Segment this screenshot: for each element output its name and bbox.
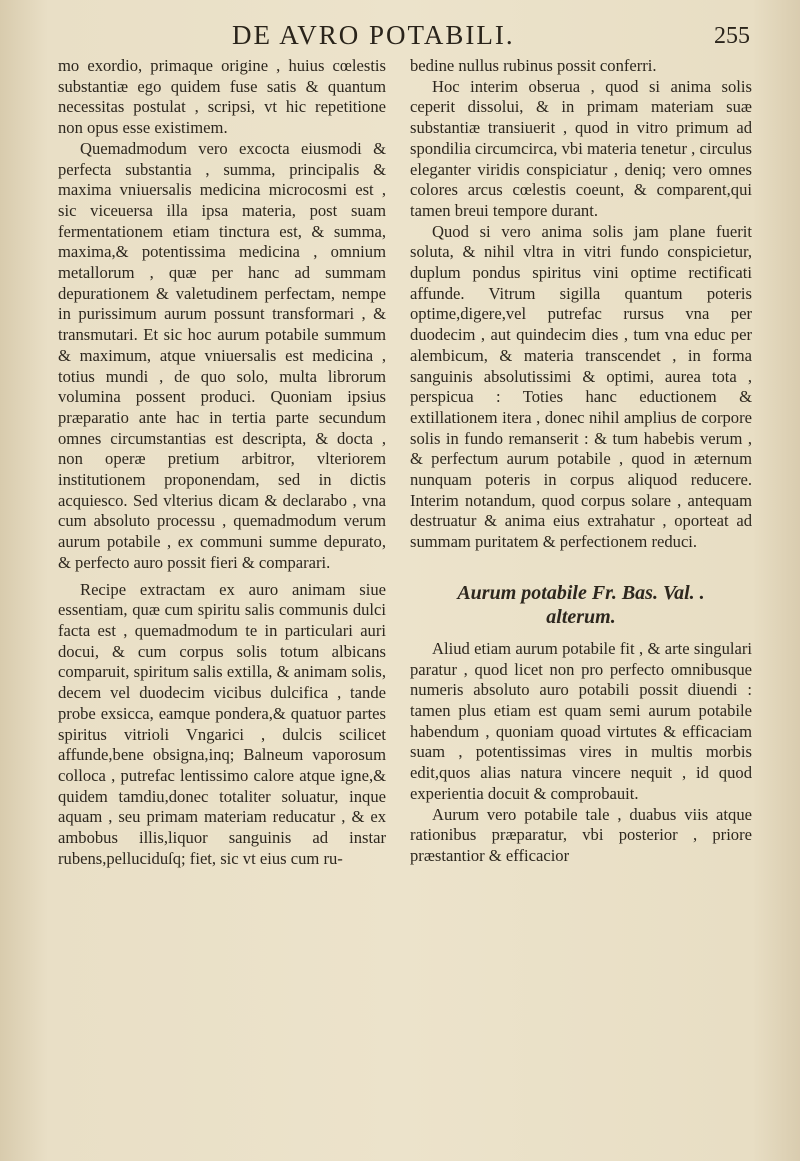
left-column <box>58 56 386 869</box>
section-heading-subline: alterum. <box>546 605 616 628</box>
paragraph: Hoc interim obserua , quod si anima solis ceperit dissolui, & in primam materiam suæ substantiæ transiuerit , quod in vitro primum ad spondilia circumcirca, vbi materia tenetur , circulus eleganter viridis conspiciatur , deniq; vero omnes colores arcus cœlestis coeunt, & comparent,qui tamen breui tempore durant. <box>410 76 752 220</box>
paragraph: Quod si vero anima solis jam plane fuerit soluta, & nihil vltra in vitri fundo conspicietur, duplum pondus spiritus vini optime rectificati affunde. Vitrum sigilla quantum poteris optime,digere,vel putrefac rursus vna per duodecim , aut quindecim dies , tum vna educ per alembicum, & materia transcendet , in forma sanguinis absolutissimi & optimi, aurea tota , perspicua : Toties hanc eductionem & extillationem itera , donec nihil amplius de corpore solis in fundo remanserit : & tum habebis verum , & perfectum aurum potabile , quod in æternum nunquam poteris in corpus aliquod reducere. Interim notandum, quod corpus solare , antequam destruatur & anima eius extrahatur , oporteat ad summam puritatem & perfectionem reduci. <box>410 221 752 552</box>
section-heading <box>410 581 752 629</box>
right-column <box>410 56 752 867</box>
paragraph: Recipe extractam ex auro animam siue essentiam, quæ cum spiritu salis communis dulci facta est , quemadmodum te in particulari auri docui, & cum corpus solis totum albicans comparuit, spiritum salis extilla, & animam solis, decem vel duodecim vicibus dulcifica , tande probe exsicca, eamque pondera,& quatuor partes spiritus vitrioli Vngarici , dulcis scilicet affunde,bene obsigna,inq; Balneum vaporosum colloca , putrefac lentissimo calore atque igne,& quidem tamdiu,donec totaliter soluatur, inque aquam , seu primam materiam reducatur , & ex ambobus illis,liquor sanguinis ad instar rubens,pelluciduſq; fiet, sic vt eius cum ru- <box>58 579 386 868</box>
running-title: DE AVRO POTABILI. <box>232 20 515 50</box>
page-number: 255 <box>714 23 750 49</box>
paragraph: Aliud etiam aurum potabile fit , & arte singulari paratur , quod licet non pro perfecto omnibusque numeris absoluto auro potabili possit diuendi : tamen plus etiam est quam semi aurum potabile habendum , quoniam quoad virtutes & efficaciam suam , potentissimas vires in multis morbis edit,quos alias natura vincere nequit , id quod experientia docuit & comprobauit. <box>410 638 752 803</box>
section-heading-line: Aurum potabile Fr. Bas. Val. . <box>457 581 705 604</box>
paragraph: Quemadmodum vero excocta eiusmodi & perfecta substantia , summa, principalis & maxima vniuersalis medicina microcosmi est , sic viceuersa illa ipsa materia, post suam fermentationem etiam tinctura est, & summa, maxima,& potentissima medicina , omnium metallorum , quæ per hanc ad summam depurationem & valetudinem perfectam, nempe in purissimum aurum possunt transformari , & transmutari. Et sic hoc aurum potabile summum & maximum, atque vniuersalis est medicina , totius mundi , de quo solo, multa librorum volumina possent produci. Quoniam ipsius præparatio ante hac in tertia parte secundum omnes circumstantias est descripta, & docta , non operæ pretium arbitror, vlteriorem institutionem proponendam, sed in dictis acquiesco. Sed vlterius dicam & declarabo , vna cum absoluto processu , quemadmodum verum aurum potabile , ex communi summe depurato, & perfecto auro possit fieri & comparari. <box>58 138 386 572</box>
page-header <box>0 20 800 60</box>
paragraph: bedine nullus rubinus possit conferri. <box>410 56 657 75</box>
paragraph: mo exordio, primaque origine , huius cœlestis substantiæ ego quidem fuse satis & quantum necessitas postulat , scripsi, vt hic repetitione non opus esse existimem. <box>58 56 386 138</box>
paragraph: Aurum vero potabile tale , duabus viis atque rationibus præparatur, vbi posterior , priore præstantior & efficacior <box>410 804 752 865</box>
